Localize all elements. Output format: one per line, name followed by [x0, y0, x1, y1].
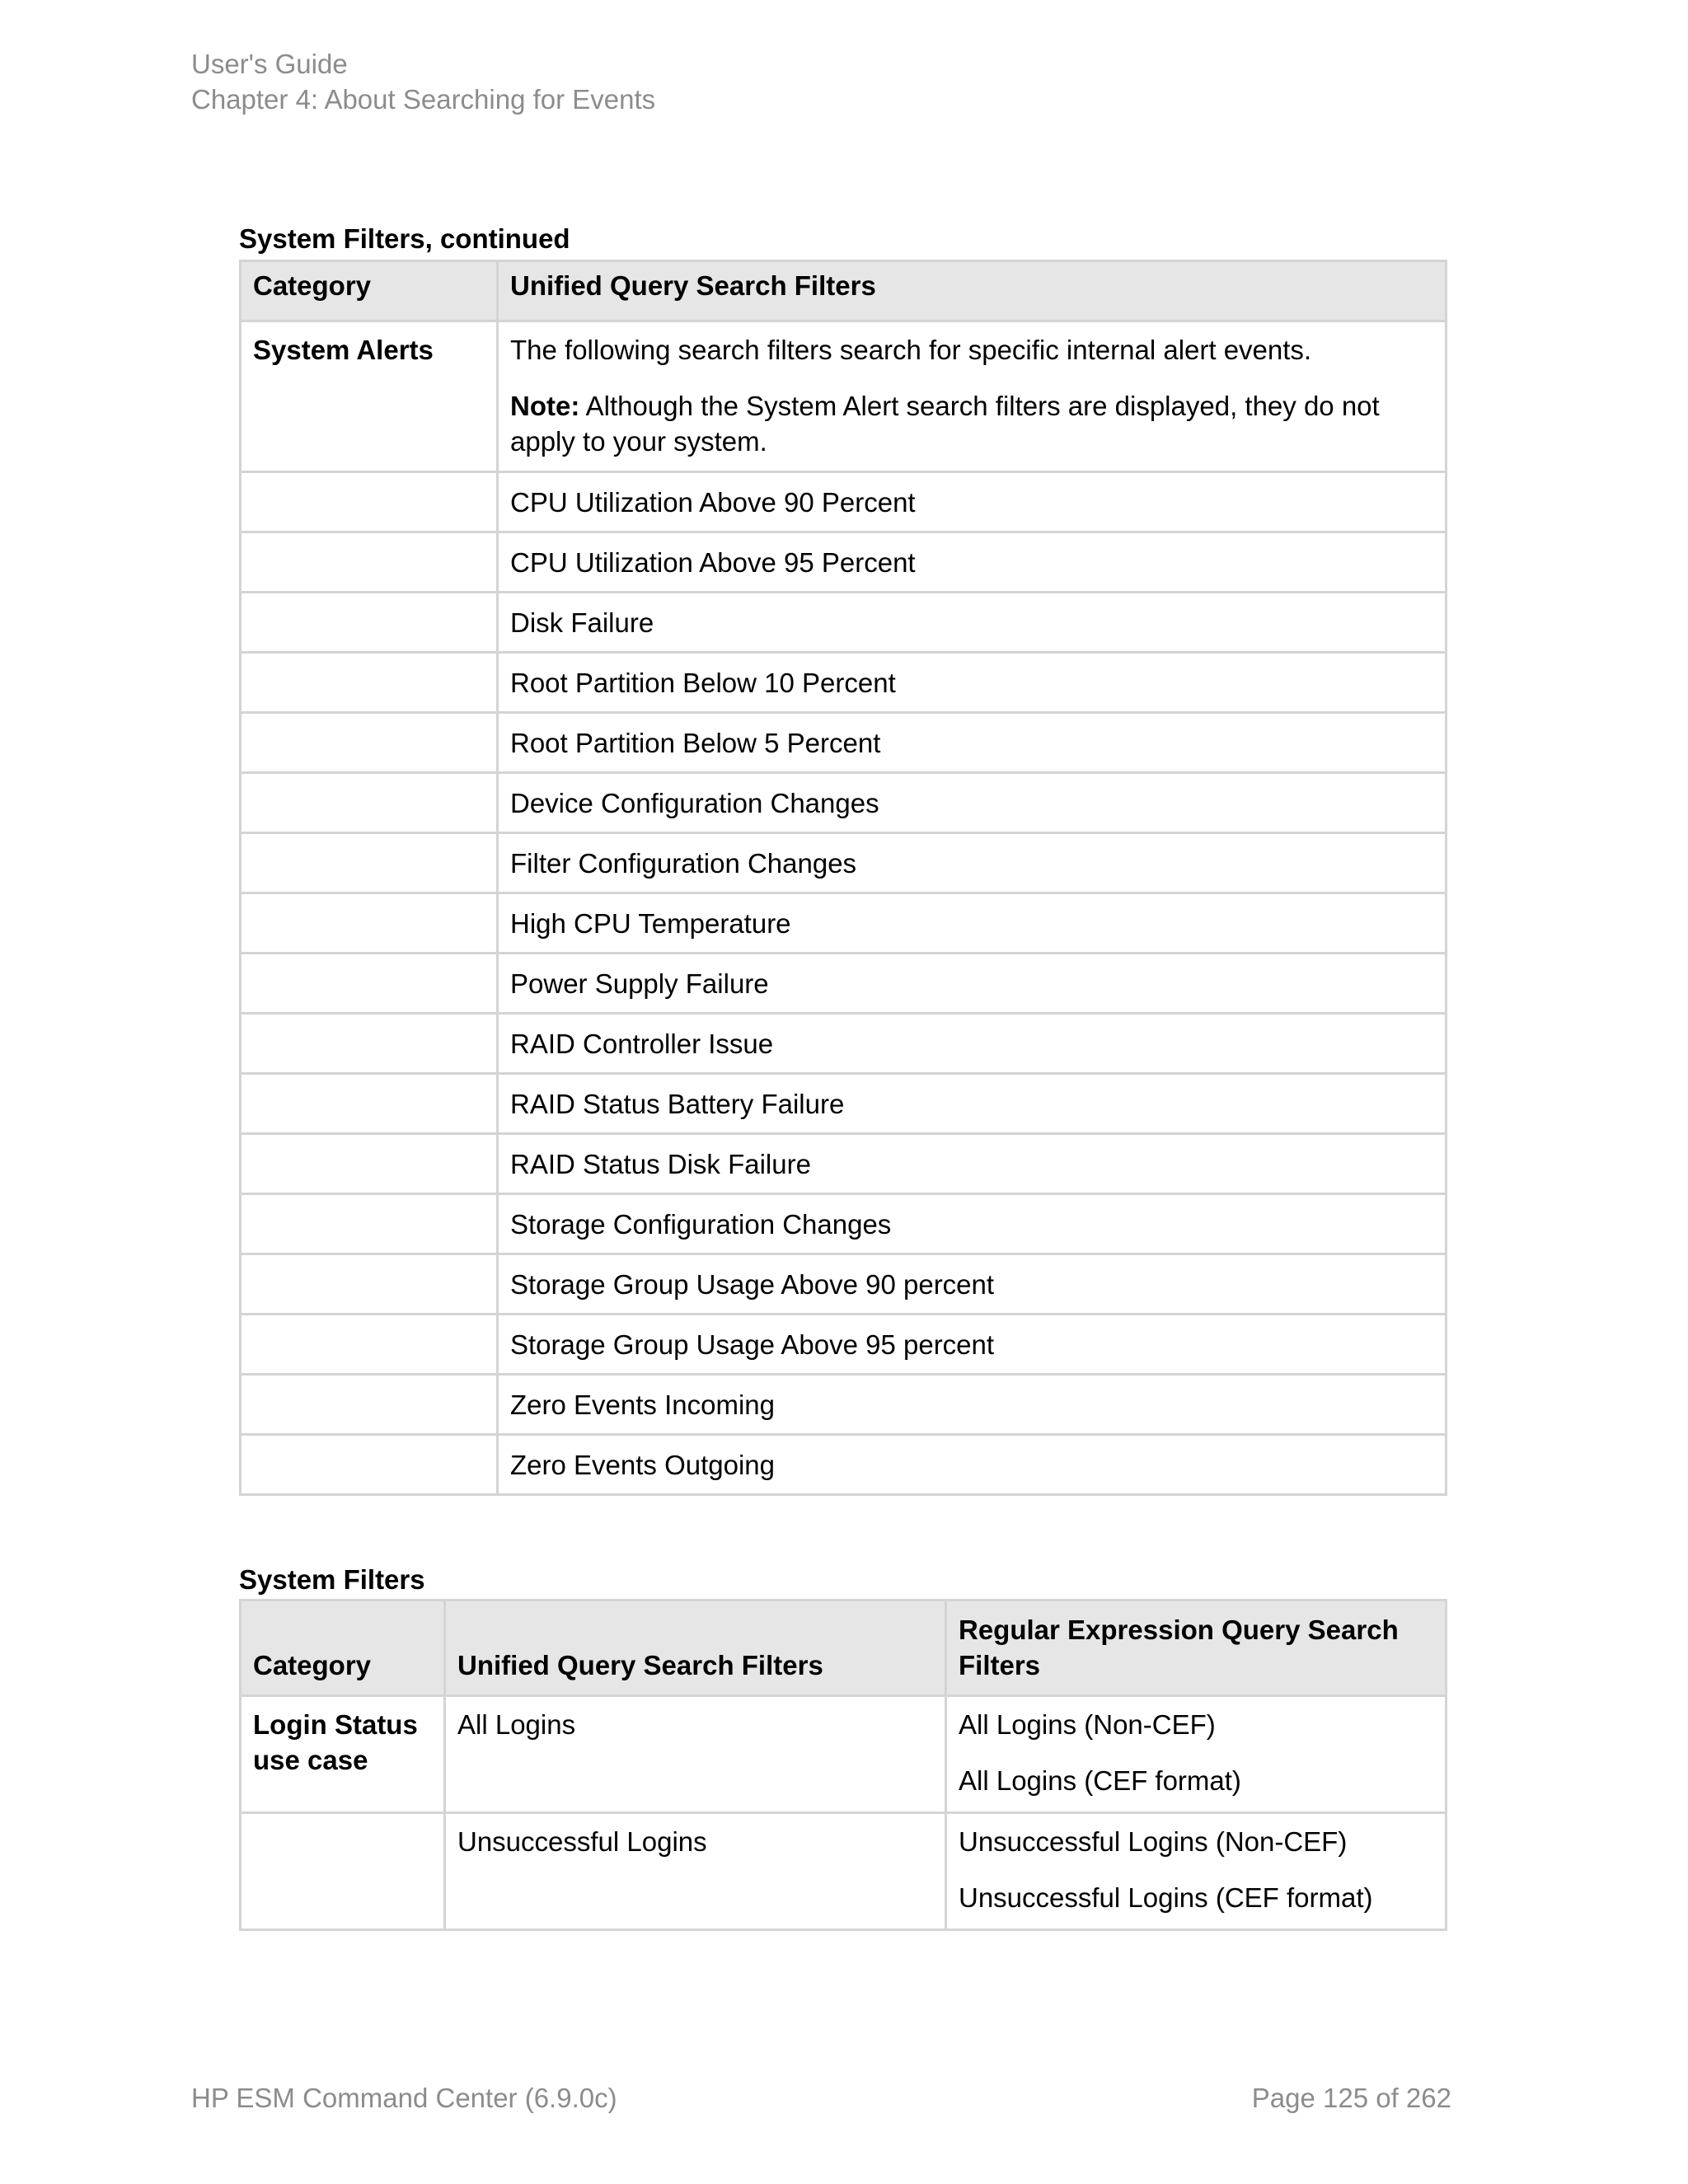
- table-row: [241, 1375, 1447, 1435]
- filter-cell: RAID Controller Issue: [498, 1014, 1447, 1074]
- category-cell: [241, 1134, 498, 1194]
- category-cell: [241, 833, 498, 893]
- category-cell: [241, 1315, 498, 1375]
- note-paragraph: [510, 388, 1433, 459]
- filter-cell: Root Partition Below 10 Percent: [498, 653, 1447, 713]
- table-row: [241, 321, 1447, 472]
- column-header-category: Category: [241, 261, 498, 321]
- table-row: [241, 1315, 1447, 1375]
- filter-cell: Zero Events Incoming: [498, 1375, 1447, 1435]
- table-row: [241, 833, 1447, 893]
- table-row: [241, 1074, 1447, 1134]
- table-row: [241, 1014, 1447, 1074]
- doc-title: User's Guide: [191, 49, 348, 79]
- regex-cell: [946, 1696, 1447, 1813]
- system-filters-table: [239, 1599, 1447, 1931]
- footer-page-number: Page 125 of 262: [1251, 2083, 1451, 2113]
- filter-cell: Root Partition Below 5 Percent: [498, 713, 1447, 773]
- unified-cell: Unsuccessful Logins: [445, 1813, 946, 1930]
- unified-cell: All Logins: [445, 1696, 946, 1813]
- table-row: [241, 1134, 1447, 1194]
- category-cell: [241, 1194, 498, 1254]
- filter-cell: Disk Failure: [498, 593, 1447, 653]
- table-row: [241, 593, 1447, 653]
- filter-cell: Storage Configuration Changes: [498, 1194, 1447, 1254]
- column-header-unified: Unified Query Search Filters: [445, 1601, 946, 1696]
- category-cell: [241, 1074, 498, 1134]
- filter-cell: High CPU Temperature: [498, 893, 1447, 954]
- table-row: [241, 532, 1447, 593]
- category-cell: [241, 954, 498, 1014]
- system-filters-continued-table: [239, 260, 1447, 1496]
- category-cell: Login Status use case: [241, 1696, 445, 1813]
- filter-cell: Device Configuration Changes: [498, 773, 1447, 833]
- table-row: [241, 472, 1447, 532]
- intro-cell: [498, 321, 1447, 472]
- regex-filter: Unsuccessful Logins (Non-CEF): [959, 1826, 1348, 1857]
- table1-caption: System Filters, continued: [239, 223, 570, 254]
- table-row: [241, 893, 1447, 954]
- category-cell: [241, 1254, 498, 1315]
- table-row: [241, 1813, 1447, 1930]
- filter-cell: RAID Status Disk Failure: [498, 1134, 1447, 1194]
- category-cell: [241, 653, 498, 713]
- table-header-row: [241, 261, 1447, 321]
- note-text: Although the System Alert search filters are displayed, they do not apply to your system.: [510, 391, 1380, 457]
- note-label: Note:: [510, 391, 580, 421]
- category-cell: [241, 1375, 498, 1435]
- filter-cell: Filter Configuration Changes: [498, 833, 1447, 893]
- filter-cell: Storage Group Usage Above 95 percent: [498, 1315, 1447, 1375]
- category-cell: [241, 593, 498, 653]
- table-row: [241, 1696, 1447, 1813]
- regex-filter: All Logins (Non-CEF): [959, 1709, 1216, 1740]
- column-header-unified: Unified Query Search Filters: [498, 261, 1447, 321]
- table-header-row: [241, 1601, 1447, 1696]
- category-cell: [241, 1014, 498, 1074]
- table-row: [241, 1435, 1447, 1495]
- intro-text: The following search filters search for specific internal alert events.: [510, 335, 1312, 365]
- page-header: [191, 46, 655, 117]
- table2-caption: System Filters: [239, 1564, 425, 1595]
- column-header-regex: Regular Expression Query Search Filters: [946, 1601, 1447, 1696]
- chapter-title: Chapter 4: About Searching for Events: [191, 84, 656, 115]
- table-row: [241, 1194, 1447, 1254]
- filter-cell: RAID Status Battery Failure: [498, 1074, 1447, 1134]
- regex-cell: [946, 1813, 1447, 1930]
- filter-cell: Power Supply Failure: [498, 954, 1447, 1014]
- category-cell: [241, 1435, 498, 1495]
- table-row: [241, 773, 1447, 833]
- regex-filter: All Logins (CEF format): [959, 1765, 1241, 1796]
- filter-cell: CPU Utilization Above 95 Percent: [498, 532, 1447, 593]
- table-row: [241, 713, 1447, 773]
- footer-product: HP ESM Command Center (6.9.0c): [191, 2083, 617, 2113]
- filter-cell: CPU Utilization Above 90 Percent: [498, 472, 1447, 532]
- regex-filter: Unsuccessful Logins (CEF format): [959, 1882, 1373, 1913]
- table-row: [241, 653, 1447, 713]
- category-cell: [241, 773, 498, 833]
- filter-cell: Zero Events Outgoing: [498, 1435, 1447, 1495]
- category-cell: System Alerts: [241, 321, 498, 472]
- category-cell: [241, 472, 498, 532]
- category-cell: [241, 532, 498, 593]
- table-row: [241, 954, 1447, 1014]
- category-cell: [241, 893, 498, 954]
- category-cell: [241, 1813, 445, 1930]
- table-row: [241, 1254, 1447, 1315]
- filter-cell: Storage Group Usage Above 90 percent: [498, 1254, 1447, 1315]
- category-cell: [241, 713, 498, 773]
- column-header-category: Category: [241, 1601, 445, 1696]
